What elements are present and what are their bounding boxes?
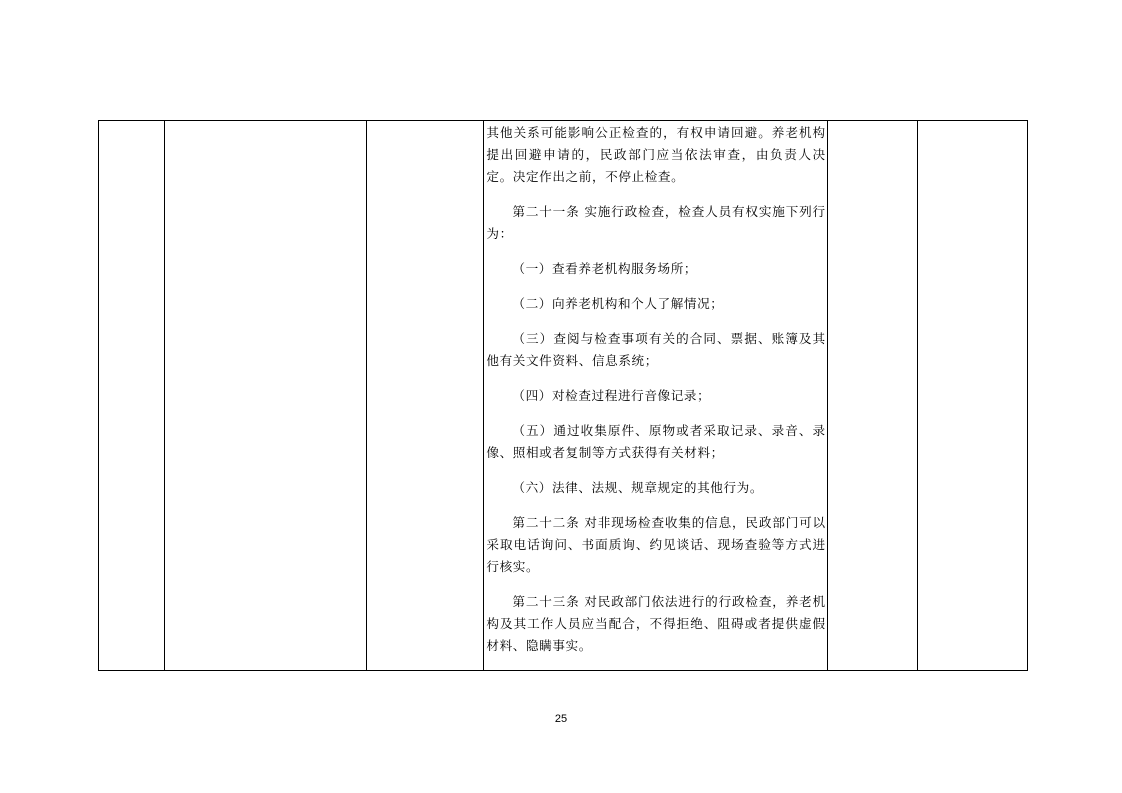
paragraph-item-5: （五）通过收集原件、原物或者采取记录、录音、录像、照相或者复制等方式获得有关材料； (486, 423, 826, 460)
table-cell-content (484, 121, 827, 671)
table-cell-empty-3 (367, 121, 484, 671)
paragraph-item-4: （四）对检查过程进行音像记录； (512, 388, 711, 403)
paragraph-continuation: 其他关系可能影响公正检查的，有权申请回避。养老机构提出回避申请的，民政部门应当依法审查，由负责人决定。决定作出之前，不停止检查。 (486, 125, 826, 184)
page-number: 25 (554, 713, 568, 725)
paragraph-article-22: 第二十二条 对非现场检查收集的信息，民政部门可以采取电话询问、书面质询、约见谈话、现场查验等方式进行核实。 (486, 515, 826, 574)
paragraph-item-2: （二）向养老机构和个人了解情况； (512, 296, 724, 311)
table-cell-empty-6 (917, 121, 1027, 671)
paragraph-item-1: （一）查看养老机构服务场所； (512, 261, 698, 276)
table-cell-empty-2 (165, 121, 367, 671)
table-row (99, 121, 1028, 671)
paragraph-item-6: （六）法律、法规、规章规定的其他行为。 (512, 480, 764, 495)
document-table (98, 120, 1028, 671)
table-cell-empty-5 (827, 121, 917, 671)
table-cell-empty-1 (99, 121, 165, 671)
paragraph-article-23: 第二十三条 对民政部门依法进行的行政检查，养老机构及其工作人员应当配合，不得拒绝、阻碍或者提供虚假材料、隐瞒事实。 (486, 594, 826, 653)
paragraph-article-21: 第二十一条 实施行政检查，检查人员有权实施下列行为： (486, 204, 826, 241)
paragraph-item-3: （三）查阅与检查事项有关的合同、票据、账簿及其他有关文件资料、信息系统； (486, 331, 826, 368)
